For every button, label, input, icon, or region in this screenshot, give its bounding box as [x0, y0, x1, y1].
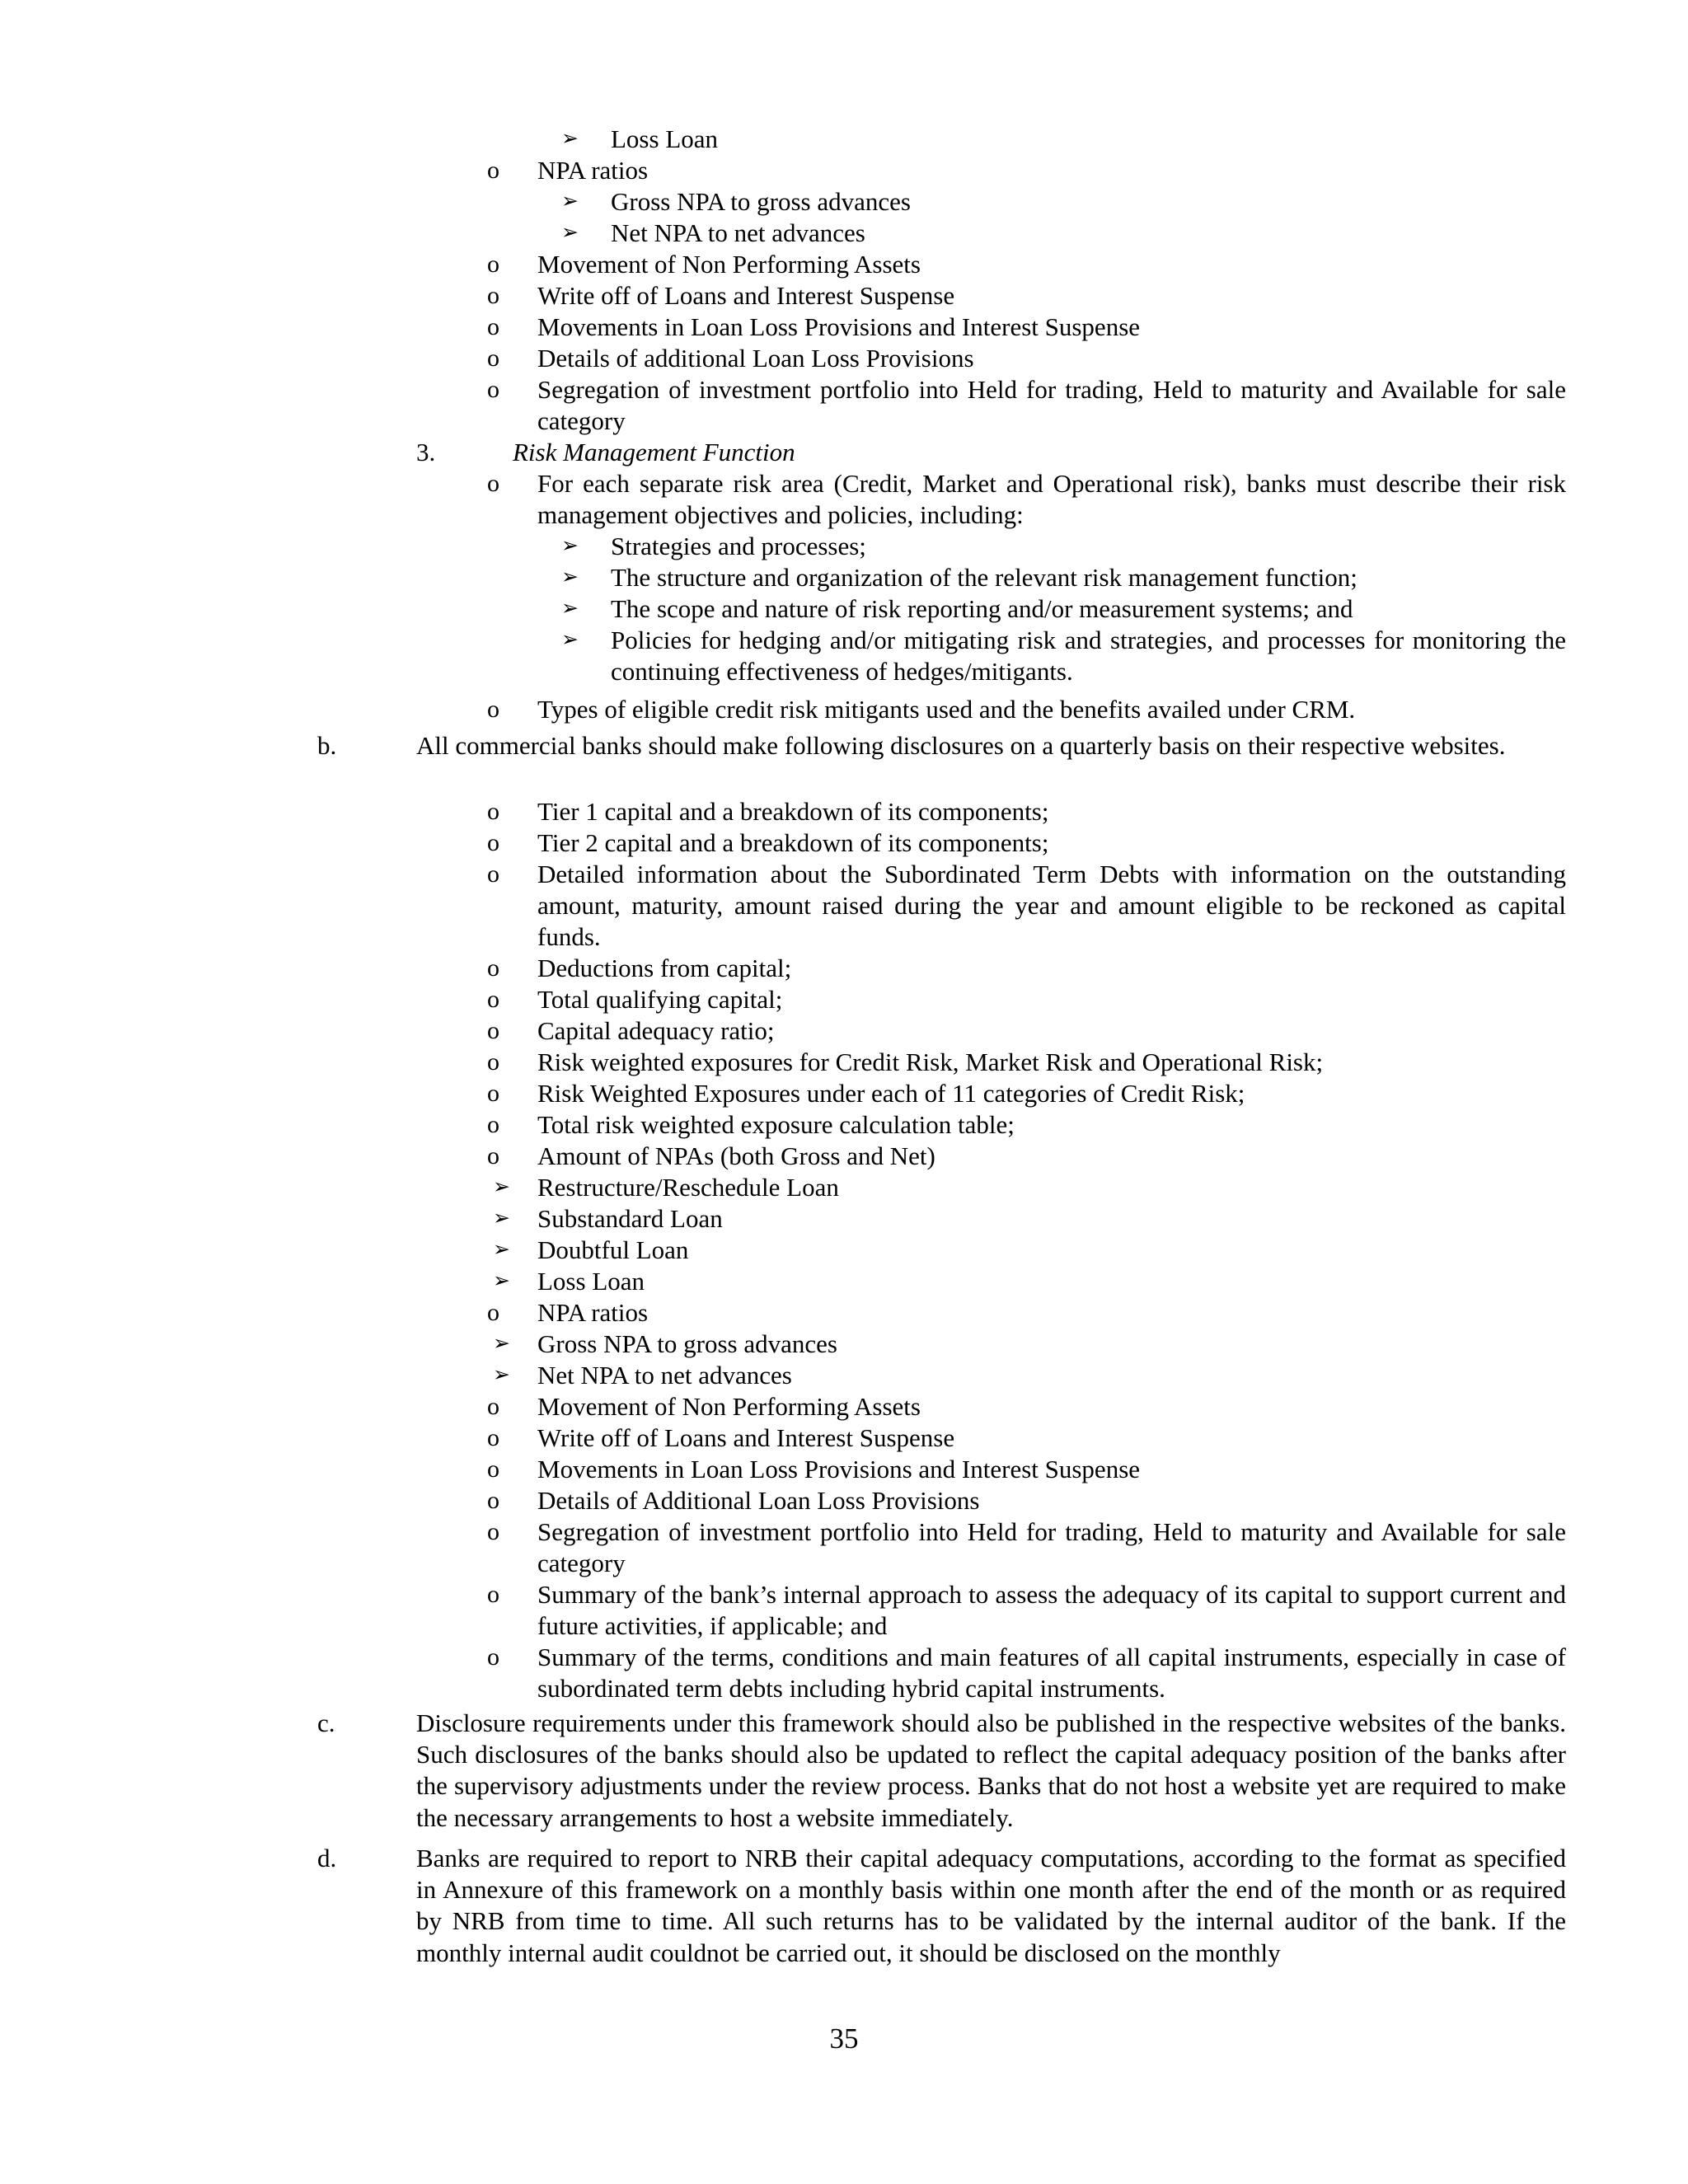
- list-item-text: Policies for hedging and/or mitigating risk and strategies, and processes for monitoring the continuing effectiveness of hedges/mitigants.: [611, 626, 1566, 687]
- circle-bullet-icon: o: [487, 1455, 499, 1483]
- list-item-text: Strategies and processes;: [611, 532, 866, 560]
- list-item: [493, 1235, 1566, 1266]
- arrow-bullet-icon: ➢: [493, 1239, 510, 1261]
- list-item-text: Risk weighted exposures for Credit Risk, Market Risk and Operational Risk;: [537, 1047, 1324, 1076]
- list-item: [561, 625, 1566, 687]
- list-item-text: Tier 2 capital and a breakdown of its components;: [537, 828, 1049, 857]
- list-item: [487, 694, 1566, 725]
- list-item: [487, 827, 1566, 859]
- list-item: [487, 343, 1566, 374]
- list-item: [487, 280, 1566, 312]
- list-item-text: Details of additional Loan Loss Provisions: [537, 344, 974, 373]
- list-item: [487, 1297, 1566, 1329]
- list-item: [487, 1642, 1566, 1704]
- list-item-text: Loss Loan: [611, 124, 719, 153]
- list-item-text: Segregation of investment portfolio into Held for trading, Held to maturity and Available for sale category: [537, 375, 1566, 436]
- list-item-text: Segregation of investment portfolio into Held for trading, Held to maturity and Available for sale category: [537, 1517, 1566, 1578]
- list-item: [487, 312, 1566, 343]
- list-item-text: The scope and nature of risk reporting and/or measurement systems; and: [611, 594, 1353, 623]
- list-item: [561, 218, 1566, 249]
- list-item: [487, 1047, 1566, 1078]
- paragraph-c-text: Disclosure requirements under this framework should also be published in the respective websites of the banks. Such disclosures of the banks should also be updated to reflect the capital adequacy position of the banks after the supervisory adjustments under the review process. Banks that do not host a website yet are required to make the necessary arrangements to host a website immediately.: [416, 1708, 1566, 1832]
- arrow-bullet-icon: ➢: [561, 535, 579, 557]
- list-item: [487, 1579, 1566, 1642]
- list-item: [493, 1203, 1566, 1235]
- arrow-bullet-icon: ➢: [493, 1176, 510, 1198]
- arrow-bullet-icon: ➢: [493, 1207, 510, 1230]
- arrow-bullet-icon: ➢: [561, 128, 579, 150]
- list-item-text: Details of Additional Loan Loss Provisions: [537, 1486, 980, 1515]
- circle-bullet-icon: o: [487, 344, 499, 372]
- list-item-text: Types of eligible credit risk mitigants used and the benefits availed under CRM.: [537, 695, 1356, 724]
- circle-bullet-icon: o: [487, 282, 499, 309]
- list-item-text: Write off of Loans and Interest Suspense: [537, 281, 955, 310]
- list-item-text: Movement of Non Performing Assets: [537, 250, 921, 279]
- circle-bullet-icon: o: [487, 696, 499, 723]
- list-item: [487, 1109, 1566, 1141]
- list-item-text: Summary of the bank’s internal approach to assess the adequacy of its capital to support current and future activities, if applicable; and: [537, 1580, 1566, 1641]
- list-item: [487, 1454, 1566, 1485]
- circle-bullet-icon: o: [487, 1299, 499, 1326]
- list-item: [487, 155, 1566, 186]
- list-item-text: Risk Weighted Exposures under each of 11 categories of Credit Risk;: [537, 1079, 1245, 1108]
- list-item: [487, 984, 1566, 1015]
- list-item-text: Total qualifying capital;: [537, 985, 783, 1014]
- circle-bullet-icon: o: [487, 251, 499, 278]
- circle-bullet-icon: o: [487, 1424, 499, 1451]
- list-item-text: Summary of the terms, conditions and main features of all capital instruments, especially in case of subordinated term debts including hybrid capital instruments.: [537, 1643, 1566, 1704]
- circle-bullet-icon: o: [487, 1048, 499, 1076]
- item-label: d.: [317, 1844, 337, 1872]
- arrow-bullet-icon: ➢: [561, 598, 579, 620]
- list-item-text: Net NPA to net advances: [611, 218, 865, 247]
- circle-bullet-icon: o: [487, 1581, 499, 1608]
- list-item-text: Gross NPA to gross advances: [537, 1329, 837, 1358]
- paragraph-d-text: Banks are required to report to NRB their capital adequacy computations, according to the format as specified in Annexure of this framework on a monthly basis within one month after the end of the month or as required by NRB from time to time. All such returns has to be validated by the internal auditor of the bank. If the monthly internal audit couldnot be carried out, it should be disclosed on the monthly: [416, 1844, 1566, 1967]
- list-item: [561, 531, 1566, 562]
- item-label: 3.: [416, 438, 436, 466]
- list-item: [487, 374, 1566, 437]
- list-item-text: Gross NPA to gross advances: [611, 187, 911, 216]
- list-item-text: Total risk weighted exposure calculation table;: [537, 1110, 1015, 1139]
- list-item-text: Substandard Loan: [537, 1204, 723, 1233]
- arrow-bullet-icon: ➢: [561, 222, 579, 244]
- list-item: [493, 1360, 1566, 1391]
- arrow-bullet-icon: ➢: [561, 190, 579, 213]
- list-item-text: Write off of Loans and Interest Suspense: [537, 1423, 955, 1452]
- list-item-text: Restructure/Reschedule Loan: [537, 1173, 839, 1202]
- list-item: [561, 124, 1566, 155]
- list-item-text: Doubtful Loan: [537, 1235, 689, 1264]
- circle-bullet-icon: o: [487, 470, 499, 497]
- section-heading: [416, 437, 1566, 468]
- circle-bullet-icon: o: [487, 1111, 499, 1138]
- list-item-text: Detailed information about the Subordinated Term Debts with information on the outstanding amount, maturity, amount raised during the year and amount eligible to be reckoned as capital funds.: [537, 860, 1566, 952]
- list-item: [487, 1015, 1566, 1047]
- paragraph-d: [317, 1843, 1566, 1969]
- circle-bullet-icon: o: [487, 860, 499, 888]
- list-item-text: Amount of NPAs (both Gross and Net): [537, 1141, 935, 1170]
- arrow-bullet-icon: ➢: [493, 1364, 510, 1386]
- list-item: [487, 249, 1566, 280]
- circle-bullet-icon: o: [487, 954, 499, 982]
- circle-bullet-icon: o: [487, 829, 499, 856]
- list-item: [487, 1391, 1566, 1422]
- list-item: [487, 1485, 1566, 1516]
- list-item: [487, 1422, 1566, 1454]
- list-item: [487, 1078, 1566, 1109]
- list-item: [487, 1141, 1566, 1172]
- list-item: [493, 1172, 1566, 1203]
- paragraph-c: [317, 1708, 1566, 1834]
- section-heading-text: Risk Management Function: [513, 438, 795, 466]
- circle-bullet-icon: o: [487, 986, 499, 1013]
- item-label: b.: [317, 731, 337, 760]
- list-item-text: The structure and organization of the relevant risk management function;: [611, 563, 1357, 592]
- list-item-text: Movements in Loan Loss Provisions and Interest Suspense: [537, 1455, 1141, 1483]
- circle-bullet-icon: o: [487, 1393, 499, 1420]
- arrow-bullet-icon: ➢: [493, 1270, 510, 1292]
- arrow-bullet-icon: ➢: [561, 629, 579, 651]
- list-item-text: NPA ratios: [537, 1298, 649, 1327]
- list-item-text: Tier 1 capital and a breakdown of its components;: [537, 797, 1049, 826]
- paragraph-b: [317, 730, 1566, 762]
- circle-bullet-icon: o: [487, 1080, 499, 1107]
- list-item-text: Movement of Non Performing Assets: [537, 1392, 921, 1421]
- list-item: [487, 1516, 1566, 1579]
- circle-bullet-icon: o: [487, 798, 499, 825]
- list-item: [561, 593, 1566, 625]
- circle-bullet-icon: o: [487, 1518, 499, 1545]
- circle-bullet-icon: o: [487, 157, 499, 184]
- paragraph-b-text: All commercial banks should make following disclosures on a quarterly basis on their respective websites.: [416, 731, 1506, 760]
- circle-bullet-icon: o: [487, 1487, 499, 1514]
- list-item: [487, 953, 1566, 984]
- list-item-text: Deductions from capital;: [537, 954, 792, 982]
- list-item-text: Loss Loan: [537, 1267, 645, 1296]
- list-item-text: Capital adequacy ratio;: [537, 1016, 775, 1045]
- list-item: [493, 1329, 1566, 1360]
- list-item-text: Net NPA to net advances: [537, 1361, 792, 1390]
- arrow-bullet-icon: ➢: [561, 566, 579, 588]
- list-item: [487, 468, 1566, 531]
- page-number: 35: [829, 2022, 859, 2055]
- circle-bullet-icon: o: [487, 1017, 499, 1044]
- circle-bullet-icon: o: [487, 376, 499, 403]
- list-item-text: Movements in Loan Loss Provisions and Interest Suspense: [537, 312, 1141, 341]
- list-item: [493, 1266, 1566, 1297]
- list-item-text: For each separate risk area (Credit, Market and Operational risk), banks must describe their risk management objectives and policies, including:: [537, 469, 1566, 530]
- list-item: [487, 859, 1566, 954]
- circle-bullet-icon: o: [487, 1643, 499, 1671]
- list-item: [561, 186, 1566, 218]
- arrow-bullet-icon: ➢: [493, 1333, 510, 1355]
- item-label: c.: [317, 1708, 335, 1737]
- list-item: [561, 562, 1566, 593]
- circle-bullet-icon: o: [487, 313, 499, 340]
- list-item-text: NPA ratios: [537, 156, 649, 185]
- list-item: [487, 796, 1566, 827]
- circle-bullet-icon: o: [487, 1142, 499, 1169]
